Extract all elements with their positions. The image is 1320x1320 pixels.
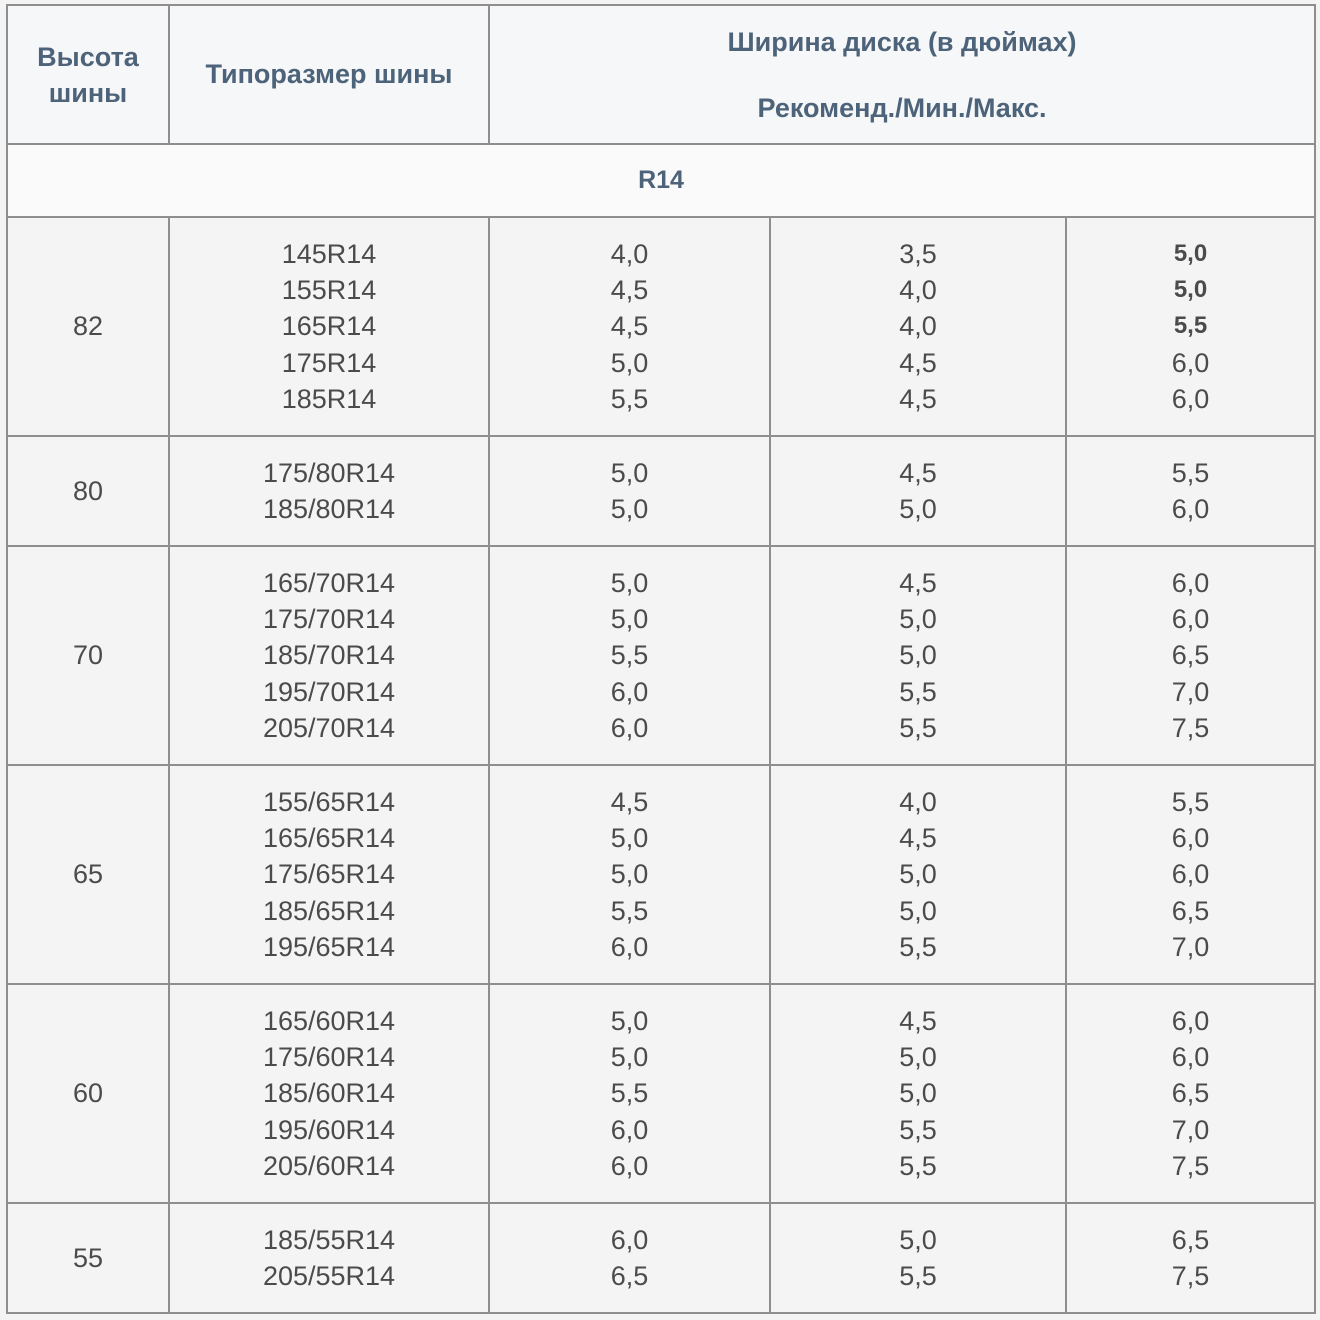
tire-size-value: 185/55R14	[262, 1224, 396, 1255]
tire-size-value: 175/80R14	[262, 457, 396, 488]
tire-size-value: 165/65R14	[262, 823, 396, 854]
tire-size-value: 165/60R14	[262, 1005, 396, 1036]
tire-rim-table-wrapper	[6, 4, 1314, 1314]
rim-width-recommended-cell	[489, 1203, 770, 1313]
rim-width-min-value: 4,0	[899, 311, 937, 342]
rim-width-recommended-value: 5,0	[610, 823, 649, 854]
rim-width-recommended-value: 5,0	[610, 1042, 649, 1073]
tire-size-value: 175/60R14	[262, 1042, 396, 1073]
tire-size-value: 175R14	[281, 347, 377, 378]
rim-width-recommended-value: 5,5	[610, 383, 649, 414]
header-tire-size: Типоразмер шины	[169, 5, 489, 144]
rim-width-min-cell	[770, 984, 1066, 1203]
rim-width-min-value: 5,0	[899, 1078, 937, 1109]
rim-width-min-value: 5,0	[899, 494, 937, 524]
rim-width-max-value: 6,0	[1171, 859, 1210, 890]
rim-width-recommended-value: 5,0	[610, 494, 649, 524]
rim-width-max-value: 6,0	[1171, 1005, 1210, 1036]
rim-width-min-cell	[770, 765, 1066, 984]
header-rim-width-subtitle: Рекоменд./Мин./Макс.	[757, 92, 1047, 123]
rim-width-recommended-value: 6,0	[610, 676, 649, 707]
rim-width-min-value: 5,5	[899, 676, 937, 707]
tire-size-cell	[169, 436, 489, 546]
rim-width-recommended-value: 6,0	[610, 712, 649, 743]
rim-width-recommended-value: 5,5	[610, 1078, 649, 1109]
tire-size-value: 155/65R14	[262, 786, 396, 817]
group-row	[7, 436, 1315, 546]
rim-width-min-value: 5,5	[899, 931, 937, 962]
rim-width-recommended-value: 4,5	[610, 311, 649, 342]
rim-width-max-value: 6,0	[1171, 383, 1210, 414]
rim-width-recommended-value: 5,0	[610, 347, 649, 378]
rim-width-max-value: 7,0	[1171, 1114, 1210, 1145]
header-row	[7, 5, 1315, 144]
tire-size-value: 205/55R14	[262, 1261, 396, 1291]
tire-height-cell: 60	[7, 984, 169, 1203]
rim-width-min-value: 5,5	[899, 1261, 937, 1291]
rim-width-max-value: 7,0	[1171, 676, 1210, 707]
rim-width-min-value: 4,0	[899, 275, 937, 306]
header-tire-height	[7, 5, 169, 144]
header-tire-height-line1: Высота	[37, 41, 139, 72]
rim-width-max-cell	[1066, 1203, 1315, 1313]
tire-size-value: 155R14	[281, 275, 377, 306]
rim-width-min-value: 5,0	[899, 640, 937, 671]
tire-height-cell: 80	[7, 436, 169, 546]
rim-width-recommended-value: 6,0	[610, 1224, 649, 1255]
tire-size-cell	[169, 1203, 489, 1313]
rim-width-recommended-value: 6,5	[610, 1261, 649, 1291]
rim-width-recommended-value: 5,0	[610, 567, 649, 598]
rim-width-max-value: 5,0	[1173, 239, 1208, 267]
rim-width-recommended-value: 4,5	[610, 786, 649, 817]
tire-size-value: 185/60R14	[262, 1078, 396, 1109]
rim-width-max-value: 6,0	[1171, 823, 1210, 854]
tire-rim-width-table	[6, 4, 1316, 1314]
rim-width-max-cell	[1066, 765, 1315, 984]
header-rim-width	[489, 5, 1315, 144]
tire-size-value: 165R14	[281, 311, 377, 342]
tire-height-cell: 70	[7, 546, 169, 765]
tire-size-value: 165/70R14	[262, 567, 396, 598]
rim-width-max-value: 7,5	[1171, 1261, 1210, 1291]
tire-height-cell: 55	[7, 1203, 169, 1313]
tire-height-cell: 82	[7, 217, 169, 436]
group-row	[7, 765, 1315, 984]
rim-width-max-value: 7,5	[1171, 1150, 1210, 1181]
rim-width-recommended-value: 4,0	[610, 238, 649, 269]
rim-width-max-value: 5,5	[1171, 457, 1210, 488]
rim-width-min-value: 4,5	[899, 457, 937, 488]
rim-width-max-value: 6,5	[1171, 1224, 1210, 1255]
rim-width-recommended-value: 4,5	[610, 275, 649, 306]
tire-size-value: 205/60R14	[262, 1150, 396, 1181]
group-row	[7, 1203, 1315, 1313]
rim-width-min-cell	[770, 217, 1066, 436]
rim-width-min-value: 5,0	[899, 604, 937, 635]
rim-width-max-value: 5,0	[1173, 276, 1208, 304]
section-row	[7, 144, 1315, 217]
rim-width-max-value: 6,0	[1171, 567, 1210, 598]
rim-width-recommended-cell	[489, 546, 770, 765]
group-row	[7, 984, 1315, 1203]
rim-width-min-value: 5,0	[899, 1224, 937, 1255]
rim-width-min-cell	[770, 1203, 1066, 1313]
rim-width-recommended-value: 5,0	[610, 1005, 649, 1036]
rim-width-min-value: 3,5	[899, 238, 937, 269]
tire-size-value: 185/70R14	[262, 640, 396, 671]
tire-size-value: 175/65R14	[262, 859, 396, 890]
rim-width-max-cell	[1066, 546, 1315, 765]
group-row	[7, 546, 1315, 765]
rim-width-min-cell	[770, 436, 1066, 546]
rim-width-recommended-cell	[489, 765, 770, 984]
rim-width-min-cell	[770, 546, 1066, 765]
rim-width-min-value: 5,5	[899, 1114, 937, 1145]
rim-width-max-value: 7,0	[1171, 931, 1210, 962]
rim-width-recommended-value: 6,0	[610, 1114, 649, 1145]
rim-width-max-value: 6,0	[1171, 347, 1210, 378]
tire-size-cell	[169, 765, 489, 984]
rim-width-recommended-value: 5,0	[610, 604, 649, 635]
rim-width-max-cell	[1066, 217, 1315, 436]
rim-width-min-value: 4,0	[899, 786, 937, 817]
rim-width-recommended-value: 6,0	[610, 1150, 649, 1181]
rim-width-recommended-cell	[489, 217, 770, 436]
tire-size-value: 145R14	[281, 238, 377, 269]
group-row	[7, 217, 1315, 436]
rim-width-min-value: 4,5	[899, 1005, 937, 1036]
rim-width-max-value: 5,5	[1173, 312, 1208, 340]
rim-width-recommended-cell	[489, 436, 770, 546]
rim-width-max-cell	[1066, 436, 1315, 546]
rim-width-min-value: 5,0	[899, 895, 937, 926]
tire-size-value: 195/60R14	[262, 1114, 396, 1145]
rim-width-min-value: 4,5	[899, 823, 937, 854]
rim-width-min-value: 4,5	[899, 347, 937, 378]
header-rim-width-title: Ширина диска (в дюймах)	[727, 26, 1077, 57]
tire-size-value: 195/70R14	[262, 676, 396, 707]
rim-width-recommended-value: 5,0	[610, 457, 649, 488]
rim-width-min-value: 4,5	[899, 383, 937, 414]
tire-size-value: 205/70R14	[262, 712, 396, 743]
tire-height-cell: 65	[7, 765, 169, 984]
rim-width-max-cell	[1066, 984, 1315, 1203]
rim-width-recommended-value: 5,5	[610, 640, 649, 671]
tire-size-value: 195/65R14	[262, 931, 396, 962]
tire-size-value: 185/65R14	[262, 895, 396, 926]
rim-width-min-value: 5,5	[899, 1150, 937, 1181]
rim-width-max-value: 6,0	[1171, 494, 1210, 524]
rim-width-max-value: 5,5	[1171, 786, 1210, 817]
header-tire-height-line2: шины	[48, 77, 128, 108]
tire-size-value: 175/70R14	[262, 604, 396, 635]
rim-width-max-value: 6,5	[1171, 895, 1210, 926]
rim-width-min-value: 5,0	[899, 859, 937, 890]
rim-width-min-value: 5,5	[899, 712, 937, 743]
section-label: R14	[7, 144, 1315, 217]
rim-width-min-value: 5,0	[899, 1042, 937, 1073]
rim-width-max-value: 6,0	[1171, 1042, 1210, 1073]
rim-width-max-value: 7,5	[1171, 712, 1210, 743]
rim-width-recommended-value: 5,5	[610, 895, 649, 926]
tire-size-cell	[169, 217, 489, 436]
tire-size-cell	[169, 546, 489, 765]
rim-width-recommended-cell	[489, 984, 770, 1203]
rim-width-min-value: 4,5	[899, 567, 937, 598]
tire-size-value: 185R14	[281, 383, 377, 414]
rim-width-max-value: 6,0	[1171, 604, 1210, 635]
rim-width-recommended-value: 5,0	[610, 859, 649, 890]
rim-width-max-value: 6,5	[1171, 1078, 1210, 1109]
tire-size-value: 185/80R14	[262, 494, 396, 524]
rim-width-max-value: 6,5	[1171, 640, 1210, 671]
rim-width-recommended-value: 6,0	[610, 931, 649, 962]
tire-size-cell	[169, 984, 489, 1203]
